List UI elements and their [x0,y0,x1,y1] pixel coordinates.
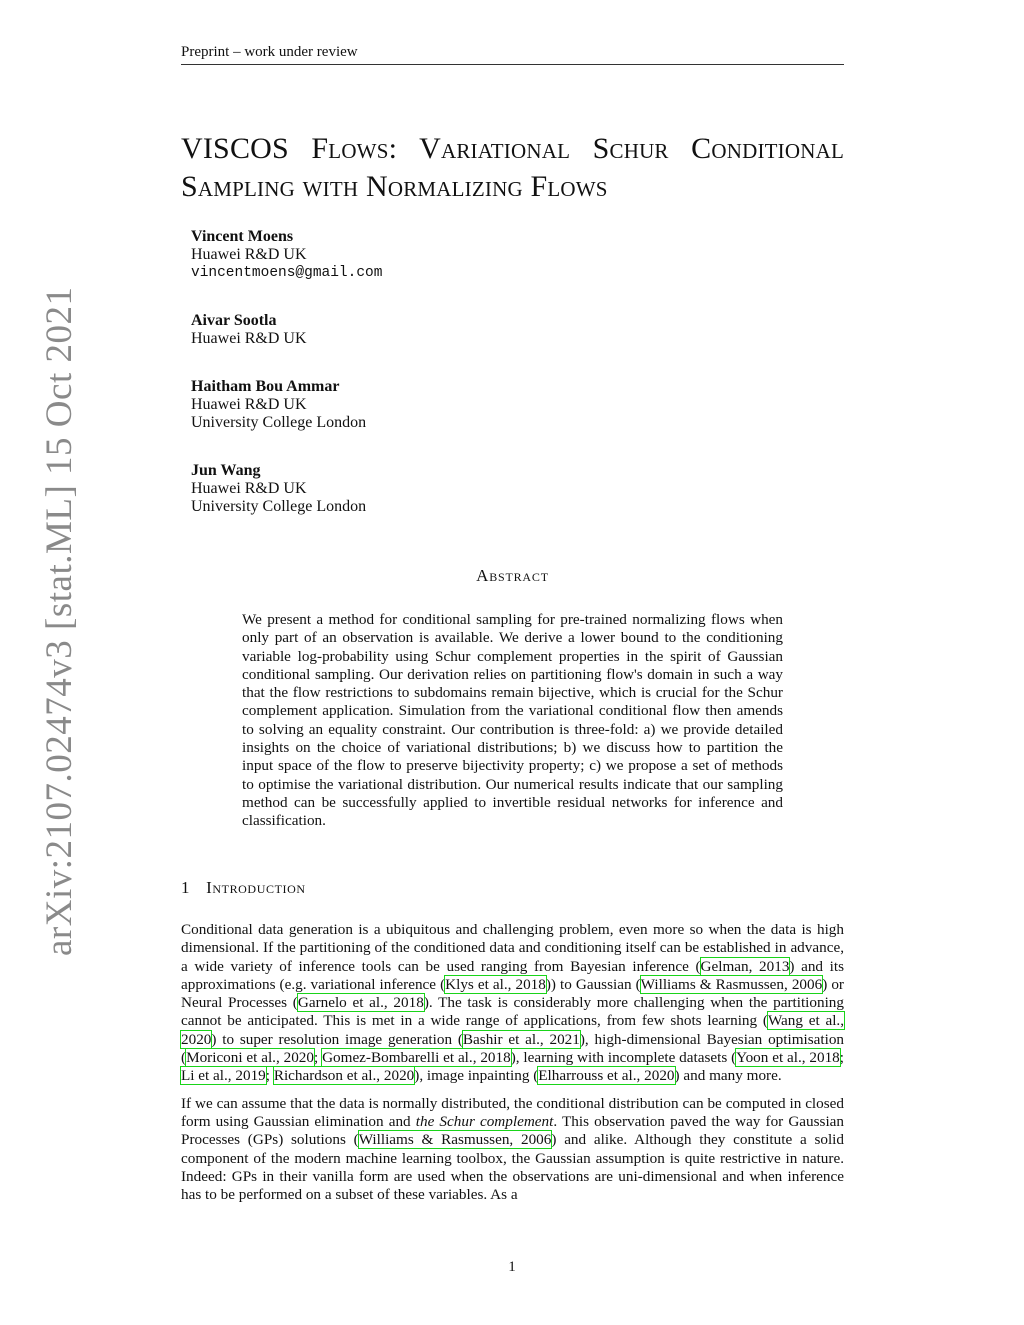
abstract-heading: Abstract [476,566,549,585]
author-name: Haitham Bou Ammar [191,378,340,395]
author-affiliation: University College London [191,498,367,515]
abstract-text: We present a method for conditional sampling for pre-trained normalizing flows when only part of an observation is available. We derive a lower bound to the conditioning variable log-probability using Schur complement properties in the spirit of Gaussian conditional sampling. Our derivation relies on partitioning flow's domain in such a way that the flow restrictions to subdomains remain bijective, which is crucial for the Schur complement application. Simulation from the variational conditional flow then amends to solving an equality constraint. Our contribution is three-fold: a) we provide detailed insights on the choice of variational distributions; b) we discuss how to partition the input space of the flow to preserve bijectivity property; c) we propose a set of methods to optimise the variational distribution. Our numerical results indicate that our sampling method can be successfully applied to invertible residual networks for inference and classification. [242,611,783,830]
section-number: 1 [181,878,191,897]
citation-link[interactable]: Garnelo et al., 2018 [297,994,424,1012]
author-block [191,228,591,282]
citation-link[interactable]: Yoon et al., 2018 [736,1049,840,1067]
text-run: ) or Neural Processes ( [181,975,844,1012]
text-run: ) and alike. Although they constitute a solid component of the modern machine learning toolbox, the Gaussian assumption is quite restrictive in nature. Indeed: GPs in their vanilla form are used when the observations are uni-dimensional and when inference has to be performed on a subset of these variables. As a [181,1131,844,1204]
citation-link[interactable]: Gomez-Bombarelli et al., 2018 [322,1049,511,1067]
author-affiliation: Huawei R&D UK [191,480,307,497]
author-affiliation: University College London [191,414,367,431]
citation-link[interactable]: Williams & Rasmussen, 2006 [358,1131,552,1149]
text-run: ) and many more. [674,1067,782,1085]
author-name: Vincent Moens [191,228,294,245]
citation-link[interactable]: Williams & Rasmussen, 2006 [640,975,823,993]
author-block [191,312,591,348]
paper-title: VISCOS Flows: Variational Schur Conditional Sampling with Normalizing Flows [181,132,844,203]
citation-link[interactable]: Wang et al., 2020 [181,1012,845,1048]
text-run: ), high-dimensional Bayesian optimisation ( [181,1030,845,1067]
text-run: ), image inpainting ( [414,1067,539,1085]
author-list [191,228,591,546]
text-run: . This observation paved the way for Gaussian Processes (GPs) solutions ( [181,1112,845,1149]
text-run: ; [314,1049,323,1067]
citation-link[interactable]: Richardson et al., 2020 [273,1067,415,1085]
text-run: ) and its approximations (e.g. variational inference ( [181,957,844,993]
author-affiliation: Huawei R&D UK [191,246,307,263]
paragraph [181,921,844,1086]
author-email[interactable]: vincentmoens@gmail.com [191,265,383,281]
arxiv-identifier[interactable]: arXiv:2107.02474v3 [stat.ML] 15 Oct 2021 [39,286,80,956]
section-heading [181,878,844,898]
citation-link[interactable]: Li et al., 2019 [181,1067,266,1085]
text-run: ; [839,1049,845,1067]
text-run: ; [265,1067,274,1085]
section-title: Introduction [206,878,306,897]
text-run: ) to super resolution image generation ( [211,1030,463,1048]
author-name: Jun Wang [191,462,261,479]
author-affiliation: Huawei R&D UK [191,396,307,413]
paragraph [181,1095,844,1205]
emphasis-text: the Schur complement [415,1112,554,1130]
citation-link[interactable]: Klys et al., 2018 [445,975,546,993]
citation-link[interactable]: Elharrouss et al., 2020 [538,1067,675,1085]
text-run: )) to Gaussian ( [545,975,641,993]
citation-link[interactable]: Gelman, 2013 [700,957,790,975]
citation-link[interactable]: Moriconi et al., 2020 [186,1049,314,1067]
page-number: 1 [508,1259,516,1275]
running-header: Preprint – work under review [181,44,844,65]
author-name: Aivar Sootla [191,312,277,329]
section-body [181,921,844,1213]
author-affiliation: Huawei R&D UK [191,330,307,347]
text-run: If we can assume that the data is normally distributed, the conditional distribution can be computed in closed form using Gaussian elimination and [181,1094,844,1130]
text-run: ), learning with incomplete datasets ( [510,1049,737,1067]
author-block [191,378,591,432]
citation-link[interactable]: Bashir et al., 2021 [462,1030,580,1048]
author-block [191,462,591,516]
text-run: Conditional data generation is a ubiquitous and challenging problem, even more so when the data is high dimensional. If the partitioning of the conditioned data and conditioning itself can be established in advance, a wide variety of inference tools can be used ranging from Bayesian inference ( [181,921,844,975]
text-run: ). The task is considerably more challenging when the partitioning cannot be anticipated. This is met in a wide range of applications, from few shots learning ( [181,994,844,1030]
